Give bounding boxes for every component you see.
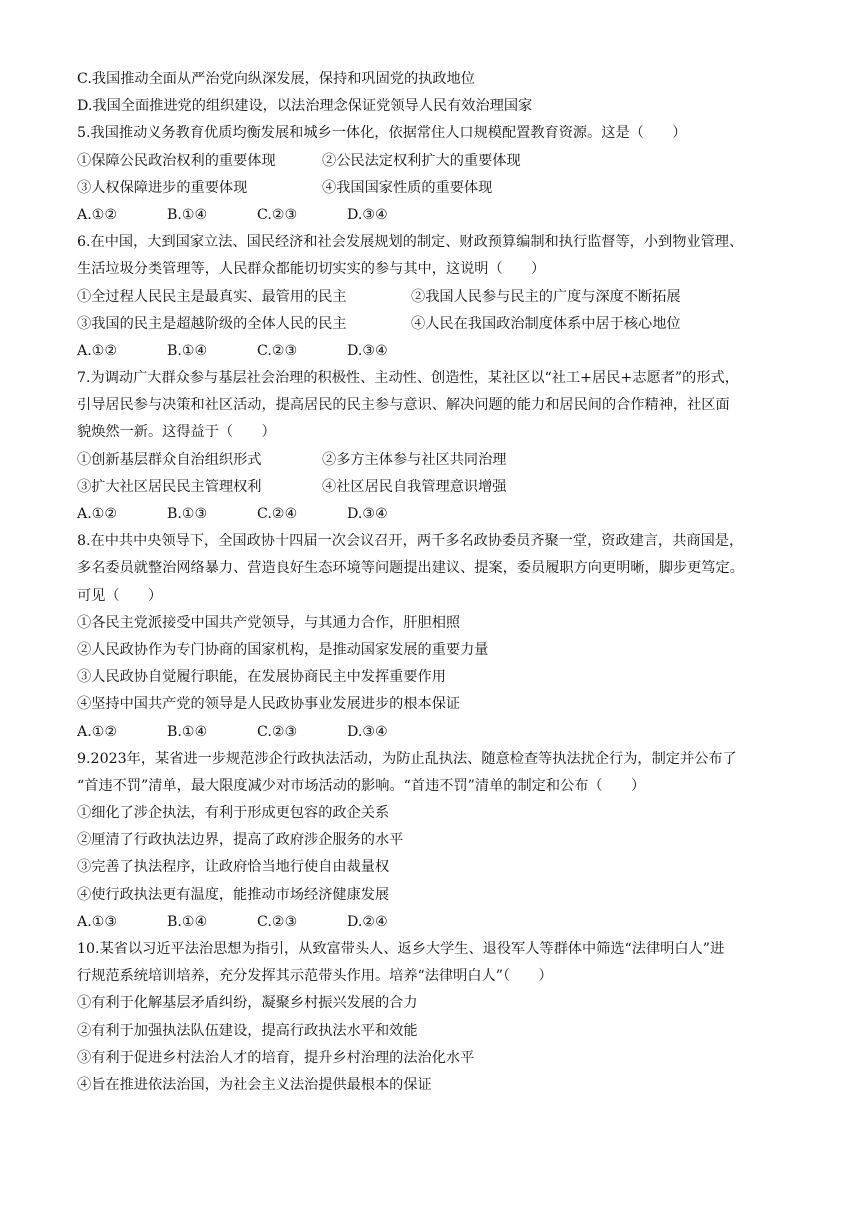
q7-option-c: C.②④ bbox=[257, 506, 298, 522]
q6-item-4: ④人民在我国政治制度体系中居于核心地位 bbox=[411, 315, 681, 332]
q4-option-d: D.我国全面推进党的组织建设，以法治理念保证党领导人民有效治理国家 bbox=[77, 98, 533, 115]
q7-item-3: ③扩大社区居民民主管理权利 bbox=[77, 478, 262, 495]
q7-option-a: A.①② bbox=[77, 506, 118, 522]
q5-options bbox=[77, 202, 789, 229]
q10-item-1: ①有利于化解基层矛盾纠纷，凝聚乡村振兴发展的合力 bbox=[77, 995, 418, 1012]
q8-stem-line-3: 可见（ ） bbox=[77, 587, 163, 604]
q9-option-b: B.①④ bbox=[167, 913, 208, 930]
q7-item-4: ④社区居民自我管理意识增强 bbox=[322, 478, 507, 495]
q9-item-3: ③完善了执法程序，让政府恰当地行使自由裁量权 bbox=[77, 859, 390, 876]
q9-stem-line-1: 9.2023年，某省进一步规范涉企行政执法活动，为防止乱执法、随意检查等执法扰企行为，制定并公布了 bbox=[77, 750, 737, 767]
q5-item-4: ④我国国家性质的重要体现 bbox=[322, 179, 493, 196]
q8-item-4: ④坚持中国共产党的领导是人民政协事业发展进步的根本保证 bbox=[77, 696, 461, 713]
q6-items-row-1 bbox=[77, 284, 789, 311]
q10-stem-line-2: 行规范系统培训培养，充分发挥其示范带头作用。培养“法律明白人”（ ） bbox=[77, 968, 553, 985]
q10-item-4: ④旨在推进依法治国，为社会主义法治提供最根本的保证 bbox=[77, 1076, 432, 1093]
q7-options bbox=[77, 501, 789, 528]
q7-stem-line-3: 貌焕然一新。这得益于（ ） bbox=[77, 424, 276, 441]
q9-item-1: ①细化了涉企执法，有利于形成更包容的政企关系 bbox=[77, 805, 390, 822]
q5-option-a: A.①② bbox=[77, 206, 118, 223]
q8-option-b: B.①④ bbox=[167, 723, 208, 740]
q5-stem: 5.我国推动义务教育优质均衡发展和城乡一体化，依据常住人口规模配置教育资源。这是（ ） bbox=[77, 125, 687, 142]
q6-option-a: A.①② bbox=[77, 342, 118, 359]
q5-items-row-1 bbox=[77, 148, 789, 175]
exam-page bbox=[77, 66, 789, 1099]
q6-option-c: C.②③ bbox=[257, 342, 298, 359]
q8-item-1: ①各民主党派接受中国共产党领导，与其通力合作，肝胆相照 bbox=[77, 614, 461, 631]
q8-item-3: ③人民政协自觉履行职能，在发展协商民主中发挥重要作用 bbox=[77, 669, 446, 686]
q5-item-2: ②公民法定权利扩大的重要体现 bbox=[322, 152, 521, 169]
q5-item-3: ③人权保障进步的重要体现 bbox=[77, 179, 248, 196]
q8-option-c: C.②③ bbox=[257, 723, 298, 740]
q10-stem-line-1: 10.某省以习近平法治思想为指引，从致富带头人、返乡大学生、退役军人等群体中筛选“法律明白人”进 bbox=[77, 941, 725, 957]
q7-option-b: B.①③ bbox=[167, 506, 208, 522]
q6-item-1: ①全过程人民民主是最真实、最管用的民主 bbox=[77, 288, 347, 305]
q7-item-1: ①创新基层群众自治组织形式 bbox=[77, 451, 262, 468]
q6-options bbox=[77, 338, 789, 365]
q7-item-2: ②多方主体参与社区共同治理 bbox=[322, 451, 507, 468]
q10-item-3: ③有利于促进乡村法治人才的培育，提升乡村治理的法治化水平 bbox=[77, 1049, 475, 1066]
q10-item-2: ②有利于加强执法队伍建设，提高行政执法水平和效能 bbox=[77, 1022, 418, 1039]
q8-stem-line-2: 多名委员就整治网络暴力、营造良好生态环境等问题提出建议、提案，委员履职方向更明晰，脚步更笃定。 bbox=[77, 560, 744, 577]
q8-item-2: ②人民政协作为专门协商的国家机构，是推动国家发展的重要力量 bbox=[77, 641, 489, 658]
q5-item-1: ①保障公民政治权利的重要体现 bbox=[77, 152, 276, 169]
q4-option-c: C.我国推动全面从严治党向纵深发展，保持和巩固党的执政地位 bbox=[77, 71, 475, 87]
q9-options bbox=[77, 909, 789, 936]
q7-items-row-2 bbox=[77, 474, 789, 501]
q5-items-row-2 bbox=[77, 175, 789, 202]
q6-option-d: D.③④ bbox=[347, 342, 388, 359]
q9-stem-line-2: “首违不罚”清单，最大限度减少对市场活动的影响。“首违不罚”清单的制定和公布（ ） bbox=[77, 777, 646, 794]
q8-stem-line-1: 8.在中共中央领导下，全国政协十四届一次会议召开，两千多名政协委员齐聚一堂，资政建言，共商国是， bbox=[77, 533, 744, 550]
q6-stem-line-1: 6.在中国，大到国家立法、国民经济和社会发展规划的制定、财政预算编制和执行监督等，小到物业管理、 bbox=[77, 234, 744, 251]
q7-stem-line-1: 7.为调动广大群众参与基层社会治理的积极性、主动性、创造性，某社区以“社工+居民+志愿者”的形式， bbox=[77, 370, 739, 387]
q6-item-3: ③我国的民主是超越阶级的全体人民的民主 bbox=[77, 315, 347, 332]
q7-items-row-1 bbox=[77, 447, 789, 474]
q9-item-2: ②厘清了行政执法边界，提高了政府涉企服务的水平 bbox=[77, 832, 404, 849]
q5-option-d: D.③④ bbox=[347, 206, 388, 223]
q6-stem-line-2: 生活垃圾分类管理等，人民群众都能切切实实的参与其中，这说明（ ） bbox=[77, 261, 546, 278]
q9-option-d: D.②④ bbox=[347, 913, 388, 930]
q7-option-d: D.③④ bbox=[347, 506, 388, 522]
q9-option-a: A.①③ bbox=[77, 913, 118, 930]
q6-option-b: B.①④ bbox=[167, 342, 208, 359]
q5-option-c: C.②③ bbox=[257, 206, 298, 223]
q6-items-row-2 bbox=[77, 311, 789, 338]
q9-option-c: C.②③ bbox=[257, 913, 298, 930]
q7-stem-line-2: 引导居民参与决策和社区活动，提高居民的民主参与意识、解决问题的能力和居民间的合作精神，社区面 bbox=[77, 397, 730, 414]
q9-item-4: ④使行政执法更有温度，能推动市场经济健康发展 bbox=[77, 886, 390, 903]
q8-option-d: D.③④ bbox=[347, 723, 388, 740]
q8-options bbox=[77, 719, 789, 746]
q5-option-b: B.①④ bbox=[167, 206, 208, 223]
q8-option-a: A.①② bbox=[77, 723, 118, 740]
q6-item-2: ②我国人民参与民主的广度与深度不断拓展 bbox=[411, 288, 681, 305]
